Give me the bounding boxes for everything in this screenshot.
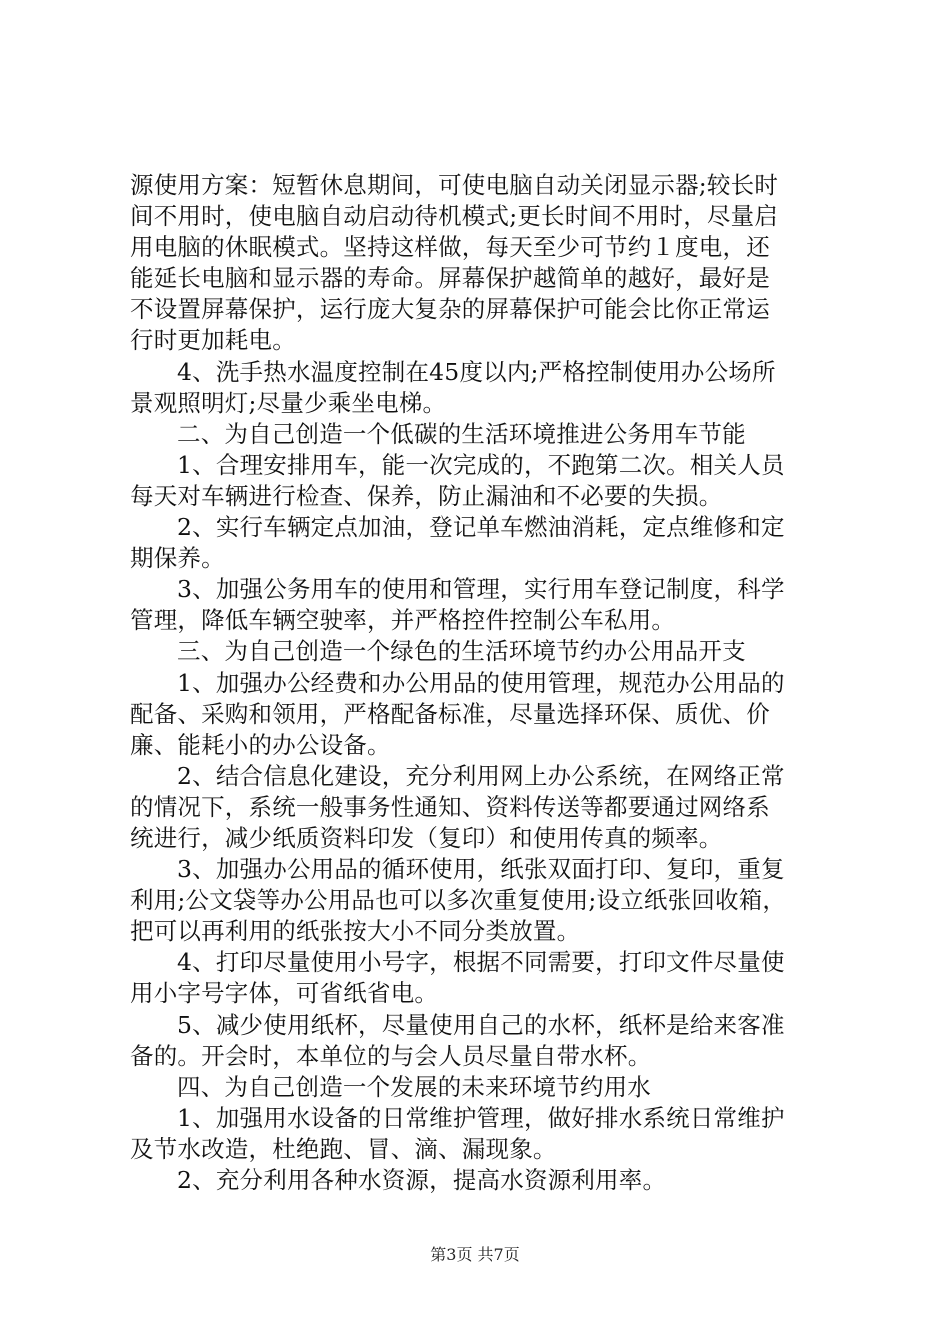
text-line: 三、为自己创造一个绿色的生活环境节约办公用品开支 xyxy=(177,637,746,666)
text-line: 及节水改造，杜绝跑、冒、滴、漏现象。 xyxy=(130,1134,557,1163)
text-line: 每天对车辆进行检查、保养，防止漏油和不必要的失损。 xyxy=(130,481,723,510)
text-line: 把可以再利用的纸张按大小不同分类放置。 xyxy=(130,917,581,946)
text-line: 用小字号字体，可省纸省电。 xyxy=(130,979,439,1008)
page-total: 共7页 xyxy=(477,1245,520,1264)
text-line: 5、减少使用纸杯，尽量使用自己的水杯，纸杯是给来客准 xyxy=(177,1010,785,1039)
page-footer xyxy=(0,1244,950,1266)
text-line: 的情况下，系统一般事务性通知、资料传送等都要通过网络系 xyxy=(130,792,770,821)
text-line: 不设置屏幕保护，运行庞大复杂的屏幕保护可能会比你正常运 xyxy=(130,295,770,324)
text-line: 二、为自己创造一个低碳的生活环境推进公务用车节能 xyxy=(177,419,746,448)
text-line: 廉、能耗小的办公设备。 xyxy=(130,730,391,759)
text-line: 4、洗手热水温度控制在45度以内;严格控制使用办公场所 xyxy=(177,357,776,386)
text-line: 行时更加耗电。 xyxy=(130,326,296,355)
text-line: 统进行，减少纸质资料印发（复印）和使用传真的频率。 xyxy=(130,823,723,852)
text-line: 4、打印尽量使用小号字，根据不同需要，打印文件尽量使 xyxy=(177,948,785,977)
text-line: 3、加强办公用品的循环使用，纸张双面打印、复印，重复 xyxy=(177,855,785,884)
document-body xyxy=(130,170,835,1196)
text-line: 景观照明灯;尽量少乘坐电梯。 xyxy=(130,388,447,417)
text-line: 源使用方案：短暂休息期间，可使电脑自动关闭显示器;较长时 xyxy=(130,171,779,199)
text-line: 管理，降低车辆空驶率，并严格控件控制公车私用。 xyxy=(130,606,676,635)
text-line: 1、合理安排用车，能一次完成的，不跑第二次。相关人员 xyxy=(177,450,785,479)
text-line: 四、为自己创造一个发展的未来环境节约用水 xyxy=(177,1072,651,1101)
text-line: 能延长电脑和显示器的寿命。屏幕保护越简单的越好，最好是 xyxy=(130,264,770,293)
text-line: 配备、采购和领用，严格配备标准，尽量选择环保、质优、价 xyxy=(130,699,770,728)
page-number: 第3页 xyxy=(430,1245,473,1264)
text-line: 1、加强用水设备的日常维护管理，做好排水系统日常维护 xyxy=(177,1103,785,1132)
text-line: 2、结合信息化建设，充分利用网上办公系统，在网络正常 xyxy=(177,761,785,790)
text-line: 利用;公文袋等办公用品也可以多次重复使用;设立纸张回收箱， xyxy=(130,886,787,915)
text-line: 2、充分利用各种水资源，提高水资源利用率。 xyxy=(177,1166,667,1194)
text-line: 备的。开会时，本单位的与会人员尽量自带水杯。 xyxy=(130,1041,652,1070)
text-line: 间不用时，使电脑自动启动待机模式;更长时间不用时，尽量启 xyxy=(130,202,779,231)
text-line: 用电脑的休眠模式。坚持这样做，每天至少可节约１度电，还 xyxy=(130,233,770,262)
text-line: 1、加强办公经费和办公用品的使用管理，规范办公用品的 xyxy=(177,668,785,697)
text-line: 3、加强公务用车的使用和管理，实行用车登记制度，科学 xyxy=(177,575,785,604)
text-line: 2、实行车辆定点加油，登记单车燃油消耗，定点维修和定 xyxy=(177,513,785,542)
text-line: 期保养。 xyxy=(130,544,225,573)
